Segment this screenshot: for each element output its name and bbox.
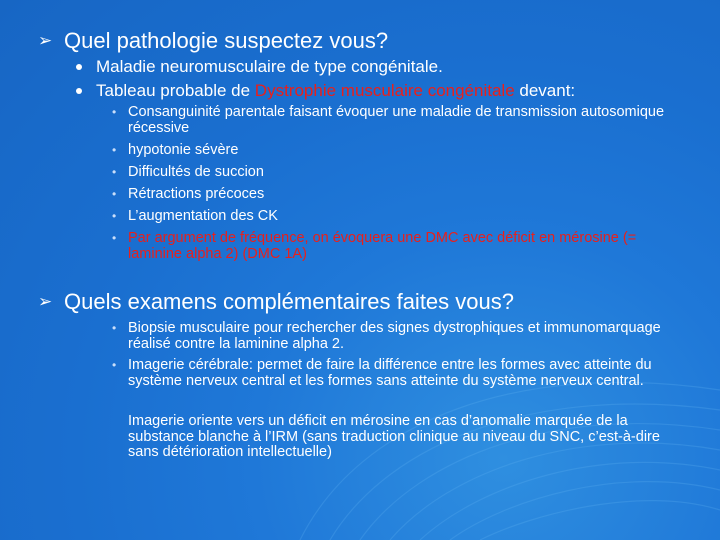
small-dot-bullet-icon: • [112,143,117,157]
small-dot-bullet-icon: • [112,105,117,119]
small-dot-bullet-icon: • [112,358,117,372]
sign-text: Consanguinité parentale faisant évoquer une maladie de transmission autosomique récessive [128,104,665,136]
exam-item [112,358,672,389]
diagnosis-point-2-after: devant: [514,81,576,100]
sign-item [112,209,672,225]
exam-text: Biopsie musculaire pour rechercher des signes dystrophiques et immunomarquage réalisé contre la laminine alpha 2. [128,320,661,352]
round-bullet-icon [76,88,82,94]
question-1-text: Quel pathologie suspectez vous? [64,28,389,53]
exam-item [112,321,672,352]
sign-item [112,105,672,136]
diagnosis-point-1-text: Maladie neuromusculaire de type congénitale. [96,57,443,76]
sign-item [112,143,672,159]
sign-text: Difficultés de succion [128,164,264,180]
sign-item [112,187,672,203]
sign-text: Par argument de fréquence, on évoquera une DMC avec déficit en mérosine (= laminine alpha 2) (DMC 1A) [128,230,637,262]
small-dot-bullet-icon: • [112,321,117,335]
exam-note: Imagerie oriente vers un déficit en mérosine en cas d’anomalie marquée de la substance blanche à l’IRM (sans traduction clinique au niveau du SNC, c’est-à-dire sans détérioration intellectuelle) [128,413,660,460]
small-dot-bullet-icon: • [112,187,117,201]
sign-text: L’augmentation des CK [128,208,278,224]
diagnosis-highlight: Dystrophie musculaire congénitale [254,81,515,100]
arrow-bullet-icon: ➢ [38,31,53,50]
sign-item [112,165,672,181]
sign-text: Rétractions précoces [128,186,265,202]
exam-text: Imagerie cérébrale: permet de faire la différence entre les formes avec atteinte du système nerveux central et les formes sans atteinte du système nerveux central. [128,357,652,389]
sign-text: hypotonie sévère [128,142,239,158]
diagnosis-point-2-before: Tableau probable de [96,81,255,100]
sign-item-frequency [112,231,672,262]
small-dot-bullet-icon: • [112,209,117,223]
small-dot-bullet-icon: • [112,165,117,179]
diagnosis-point-2-text [96,81,575,101]
small-dot-bullet-icon: • [112,231,117,245]
round-bullet-icon [76,64,82,70]
arrow-bullet-icon: ➢ [38,292,53,311]
question-2-text: Quels examens complémentaires faites vous? [64,289,514,314]
